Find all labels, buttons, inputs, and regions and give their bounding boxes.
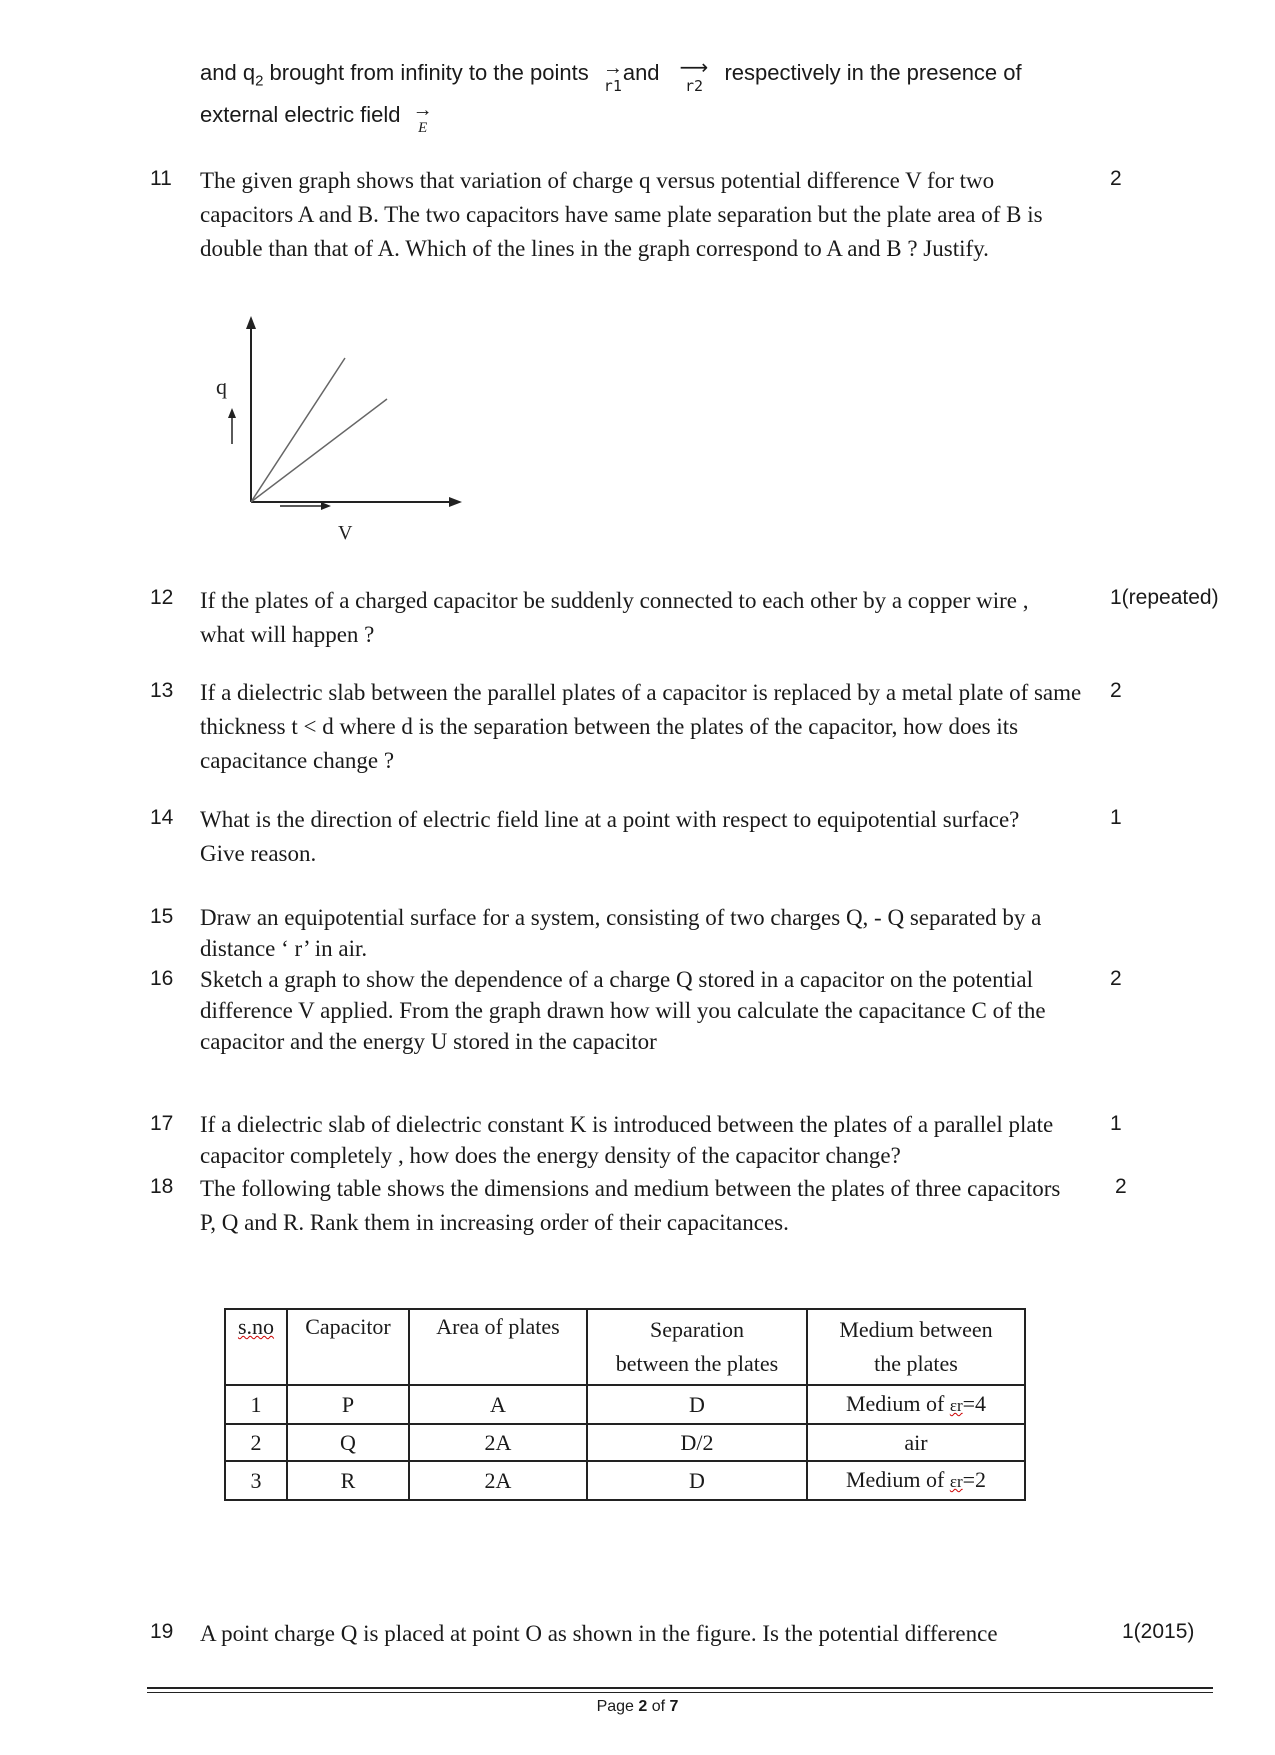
vector-r1-label: r1 [603,77,622,95]
cont-text: and q [200,60,256,85]
question-marks: 2 [1110,967,1122,990]
header-separation-line2: between the plates [615,1351,779,1376]
x-axis-arrow-icon [449,497,462,507]
cell-separation: D/2 [587,1424,807,1461]
cell-separation: D [587,1385,807,1424]
question-marks: 2 [1110,167,1122,190]
header-separation [587,1309,807,1385]
cell-medium [807,1461,1025,1500]
medium-value: =4 [962,1391,987,1416]
question-number: 19 [150,1620,174,1643]
cell-sno: 1 [225,1385,287,1424]
q-v-graph [200,310,480,550]
medium-prefix: Medium of [845,1467,950,1492]
question-15-text: Draw an equipotential surface for a system, consisting of two charges Q, - Q separated by a distance ‘ r’ in air. [200,905,1042,961]
y-axis-arrow-icon [246,316,256,329]
medium-value: =2 [962,1467,987,1492]
cell-area: 2A [409,1424,587,1461]
question-number: 12 [150,586,174,609]
question-12-text: If the plates of a charged capacitor be suddenly connected to each other by a copper wire , what will happen ? [200,588,1029,647]
cell-sno: 2 [225,1424,287,1461]
question-marks: 2 [1115,1175,1127,1198]
vector-r1 [603,52,623,94]
question-number: 11 [150,167,172,190]
x-axis-label: V [338,522,353,544]
right-arrow-icon [321,502,331,510]
question-19-text: A point charge Q is placed at point O as shown in the figure. Is the potential difference [200,1621,998,1646]
question-marks: 1 [1110,806,1122,829]
table-row [225,1385,1025,1424]
q10-continuation-line2 [200,94,433,136]
question-number: 17 [150,1112,174,1135]
cont-text: respectively in the presence of [724,60,1022,85]
capacitor-table [224,1308,1026,1501]
question-14-text: What is the direction of electric field line at a point with respect to equipotential surface? Give reason. [200,807,1020,866]
cell-medium: air [807,1424,1025,1461]
page-footer [0,1698,1275,1716]
arrow-right-icon: → [602,57,623,79]
vector-r2-label: r2 [684,77,704,95]
cell-area: 2A [409,1461,587,1500]
header-medium-line1: Medium between [839,1317,993,1342]
shallow-line [251,399,387,502]
medium-prefix: Medium of [845,1391,950,1416]
question-marks: 2 [1110,679,1122,702]
footer-rule-thin [147,1692,1213,1693]
footer-page-total: 7 [669,1698,679,1715]
epsilon-r: εr [949,1396,963,1415]
up-arrow-icon [228,408,236,418]
footer-page-number: 2 [638,1698,648,1715]
cell-separation: D [587,1461,807,1500]
question-number: 15 [150,905,174,928]
question-13-text: If a dielectric slab between the parallel plates of a capacitor is replaced by a metal plate of same thickness t < d where d is the separation between the plates of the capacitor, how does its capacitance change ? [200,680,1082,773]
table-row [225,1461,1025,1500]
table-row [225,1424,1025,1461]
cont-text: external electric field [200,102,401,127]
question-marks: 1(repeated) [1110,586,1219,609]
footer-of-word: of [647,1698,670,1715]
header-sno-text: s.no [237,1314,275,1339]
footer-rule [147,1687,1213,1689]
header-sno [225,1309,287,1385]
question-number: 13 [150,679,174,702]
cell-medium [807,1385,1025,1424]
cell-capacitor: R [287,1461,409,1500]
question-marks: 1 [1110,1112,1122,1135]
cell-area: A [409,1385,587,1424]
cont-and: and [622,60,660,85]
header-capacitor: Capacitor [287,1309,409,1385]
vector-E-label: E [418,120,428,136]
question-11-text: The given graph shows that variation of charge q versus potential difference V for two capacitors A and B. The two capacitors have same plate separation but the plate area of B is double than that of A. Which of the lines in the graph correspond to A and B ? Justify. [200,168,1043,261]
question-number: 14 [150,806,174,829]
epsilon-r: εr [949,1472,963,1491]
cell-sno: 3 [225,1461,287,1500]
question-number: 18 [150,1175,174,1198]
cont-text: brought from infinity to the points [263,60,589,85]
question-number: 16 [150,967,174,990]
header-medium-line2: the plates [874,1351,958,1376]
cell-capacitor: Q [287,1424,409,1461]
long-arrow-right-icon: ⟶ [679,57,709,79]
cell-capacitor: P [287,1385,409,1424]
header-area: Area of plates [409,1309,587,1385]
footer-page-word: Page [596,1698,639,1715]
header-medium [807,1309,1025,1385]
vector-r2 [680,52,709,94]
steep-line [251,358,345,502]
header-separation-line1: Separation [649,1317,745,1342]
y-axis-label: q [216,374,227,399]
arrow-right-icon: → [412,99,433,121]
table-header-row [225,1309,1025,1385]
vector-E [413,94,433,136]
q2-subscript: 2 [255,72,264,90]
question-18-text: The following table shows the dimensions and medium between the plates of three capacitors P, Q and R. Rank them in increasing order of their capacitances. [200,1176,1061,1235]
question-17-text: If a dielectric slab of dielectric constant K is introduced between the plates of a parallel plate capacitor completely , how does the energy density of the capacitor change? [200,1112,1054,1168]
question-16-text: Sketch a graph to show the dependence of a charge Q stored in a capacitor on the potential difference V applied. From the graph drawn how will you calculate the capacitance C of the capacitor and the energy U stored in the capacitor [200,967,1046,1054]
question-marks: 1(2015) [1122,1620,1195,1643]
